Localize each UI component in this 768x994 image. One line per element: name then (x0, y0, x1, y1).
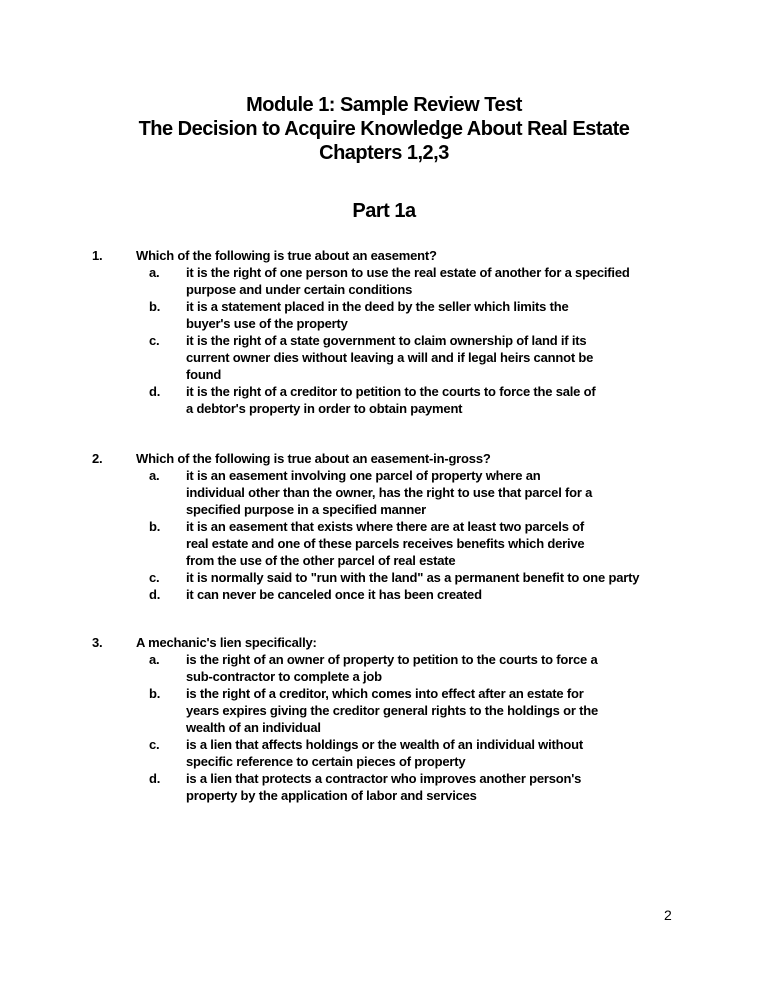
choice-text-line: specified purpose in a specified manner (186, 502, 426, 517)
answer-choice (149, 586, 692, 603)
answer-choice (149, 685, 692, 736)
choice-letter: c. (149, 333, 160, 348)
choice-text-line: individual other than the owner, has the right to use that parcel for a (186, 485, 593, 500)
choice-letter: b. (149, 299, 161, 314)
answer-choice (149, 383, 692, 417)
choice-text-line: is a lien that protects a contractor who improves another person's (186, 771, 582, 786)
choice-text-line: real estate and one of these parcels receives benefits which derive (186, 536, 585, 551)
choice-text-line: wealth of an individual (186, 720, 321, 735)
choice-letter: d. (149, 771, 161, 786)
part-heading: Part 1a (352, 200, 416, 222)
choice-text-line: is the right of a creditor, which comes into effect after an estate for (186, 686, 584, 701)
choice-text-line: a debtor's property in order to obtain payment (186, 401, 463, 416)
choice-text-line: it is an easement involving one parcel of property where an (186, 468, 541, 483)
choice-letter: b. (149, 686, 161, 701)
page-number: 2 (664, 907, 672, 923)
choice-text-line: sub-contractor to complete a job (186, 669, 382, 684)
question-stem: Which of the following is true about an easement-in-gross? (136, 451, 491, 466)
title-line-module: Module 1: Sample Review Test (246, 94, 522, 116)
choice-text-line: property by the application of labor and services (186, 788, 477, 803)
question-stem: Which of the following is true about an easement? (136, 248, 437, 263)
answer-choice (149, 518, 692, 569)
choice-letter: a. (149, 652, 160, 667)
question-number: 2. (92, 451, 103, 466)
choice-text-line: it is normally said to "run with the land" as a permanent benefit to one party (186, 570, 640, 585)
answer-choice (149, 467, 692, 518)
answer-choice (149, 736, 692, 770)
title-line-chapters: Chapters 1,2,3 (319, 142, 449, 164)
answer-choice (149, 569, 692, 586)
answer-choice (149, 332, 692, 383)
choice-letter: c. (149, 737, 160, 752)
question-2 (92, 450, 692, 603)
answer-choice (149, 651, 692, 685)
choice-letter: a. (149, 468, 160, 483)
choice-text-line: from the use of the other parcel of real estate (186, 553, 456, 568)
choice-text-line: it can never be canceled once it has been created (186, 587, 482, 602)
choice-text-line: it is a statement placed in the deed by the seller which limits the (186, 299, 569, 314)
choice-text-line: years expires giving the creditor general rights to the holdings or the (186, 703, 599, 718)
choice-text-line: current owner dies without leaving a will and if legal heirs cannot be (186, 350, 594, 365)
title-line-subject: The Decision to Acquire Knowledge About Real Estate (138, 118, 630, 140)
choice-text-line: found (186, 367, 222, 382)
choice-text-line: is the right of an owner of property to petition to the courts to force a (186, 652, 598, 667)
choice-text-line: it is the right of a state government to claim ownership of land if its (186, 333, 587, 348)
answer-choice (149, 264, 692, 298)
choice-text-line: buyer's use of the property (186, 316, 348, 331)
answer-choice (149, 770, 692, 804)
question-stem: A mechanic's lien specifically: (136, 635, 317, 650)
answer-choice (149, 298, 692, 332)
choice-letter: c. (149, 570, 160, 585)
choice-letter: b. (149, 519, 161, 534)
question-number: 3. (92, 635, 103, 650)
question-1 (92, 247, 692, 417)
document-title (0, 93, 768, 165)
choice-text-line: it is an easement that exists where there are at least two parcels of (186, 519, 585, 534)
choice-text-line: purpose and under certain conditions (186, 282, 413, 297)
choice-letter: a. (149, 265, 160, 280)
choice-text-line: is a lien that affects holdings or the wealth of an individual without (186, 737, 583, 752)
question-3 (92, 634, 692, 804)
choice-letter: d. (149, 587, 161, 602)
choice-text-line: it is the right of a creditor to petition to the courts to force the sale of (186, 384, 596, 399)
choice-letter: d. (149, 384, 161, 399)
question-number: 1. (92, 248, 103, 263)
choice-text-line: it is the right of one person to use the real estate of another for a specified (186, 265, 630, 280)
choice-text-line: specific reference to certain pieces of property (186, 754, 466, 769)
